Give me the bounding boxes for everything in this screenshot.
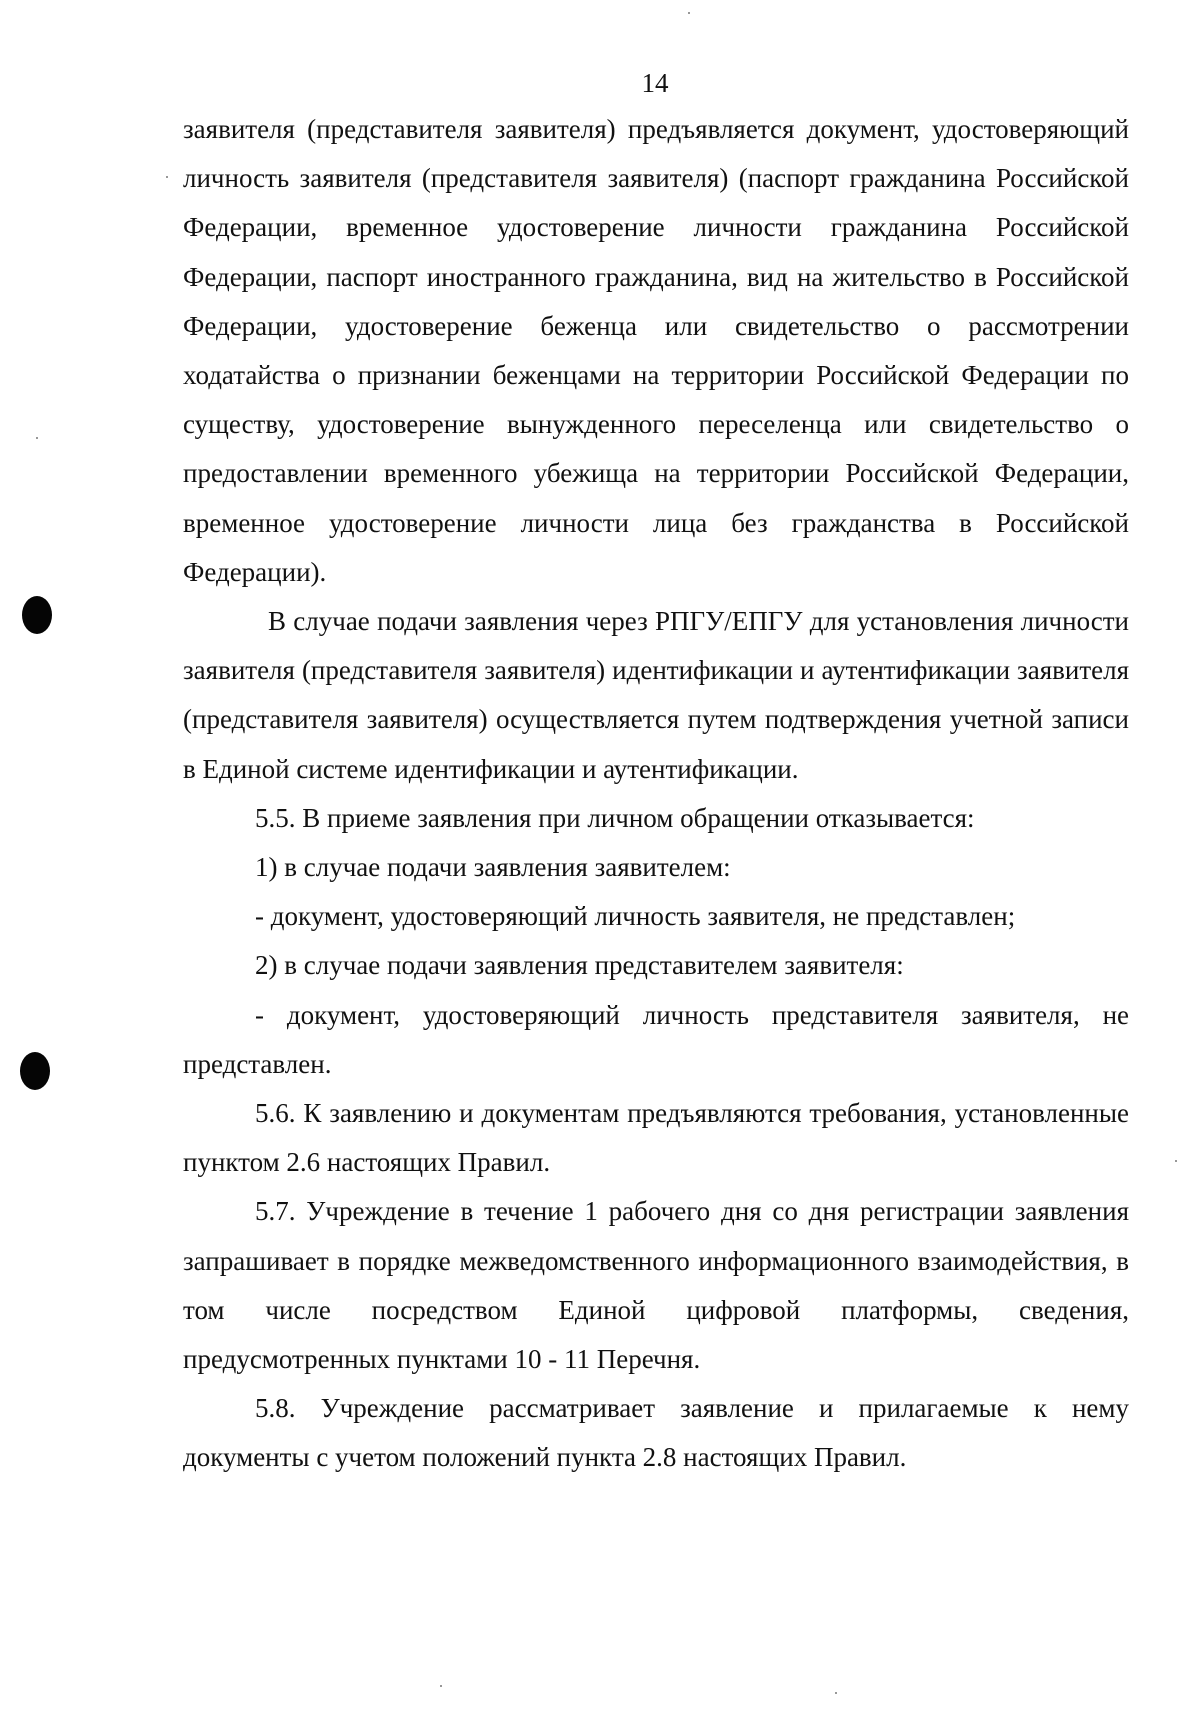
punch-hole-mark — [20, 1052, 50, 1090]
paragraph-5-6: 5.6. К заявлению и документам предъявляются требования, установленные пунктом 2.6 настоящих Правил. — [183, 1098, 1129, 1178]
page-number: 14 — [641, 68, 669, 98]
paragraph-online-authentication: В случае подачи заявления через РПГУ/ЕПГУ для установления личности заявителя (представителя заявителя) идентификации и аутентификации заявителя (представителя заявителя) осуществляется путем подтверждения учетной записи в Единой системе идентификации и аутентификации. — [183, 606, 1129, 784]
scan-speck — [835, 1692, 837, 1694]
paragraph-5-5-item-2-detail: - документ, удостоверяющий личность представителя заявителя, не представлен. — [183, 999, 1129, 1079]
document-body — [183, 105, 1129, 1483]
paragraph-5-5-item-1: 1) в случае подачи заявления заявителем: — [255, 852, 731, 883]
scan-speck — [166, 176, 168, 178]
scan-speck — [36, 437, 38, 439]
paragraph-5-8: 5.8. Учреждение рассматривает заявление и прилагаемые к нему документы с учетом положений пункта 2.8 настоящих Правил. — [183, 1393, 1129, 1473]
paragraph-5-5: 5.5. В приеме заявления при личном обращении отказывается: — [255, 802, 975, 833]
paragraph-5-7: 5.7. Учреждение в течение 1 рабочего дня со дня регистрации заявления запрашивает в порядке межведомственного информационного взаимодействия, в том числе посредством Единой цифровой платформы, сведения, предусмотренных пунктами 10 - 11 Перечня. — [183, 1196, 1129, 1375]
paragraph-identity-documents: заявителя (представителя заявителя) предъявляется документ, удостоверяющий личность заявителя (представителя заявителя) (паспорт гражданина Российской Федерации, временное удостоверение личности гражданина Российской Федерации, паспорт иностранного гражданина, вид на жительство в Российской Федерации, удостоверение беженца или свидетельство о рассмотрении ходатайства о признании беженцами на территории Российской Федерации по существу, удостоверение вынужденного переселенца или свидетельство о предоставлении временного убежища на территории Российской Федерации, временное удостоверение личности лица без гражданства в Российской Федерации). — [183, 114, 1129, 587]
paragraph-5-5-item-2: 2) в случае подачи заявления представителем заявителя: — [255, 950, 904, 981]
scan-speck — [688, 12, 690, 14]
scan-speck — [1175, 1160, 1177, 1162]
paragraph-5-5-item-1-detail: - документ, удостоверяющий личность заявителя, не представлен; — [255, 901, 1016, 932]
scan-speck — [440, 1685, 442, 1687]
punch-hole-mark — [22, 596, 52, 634]
